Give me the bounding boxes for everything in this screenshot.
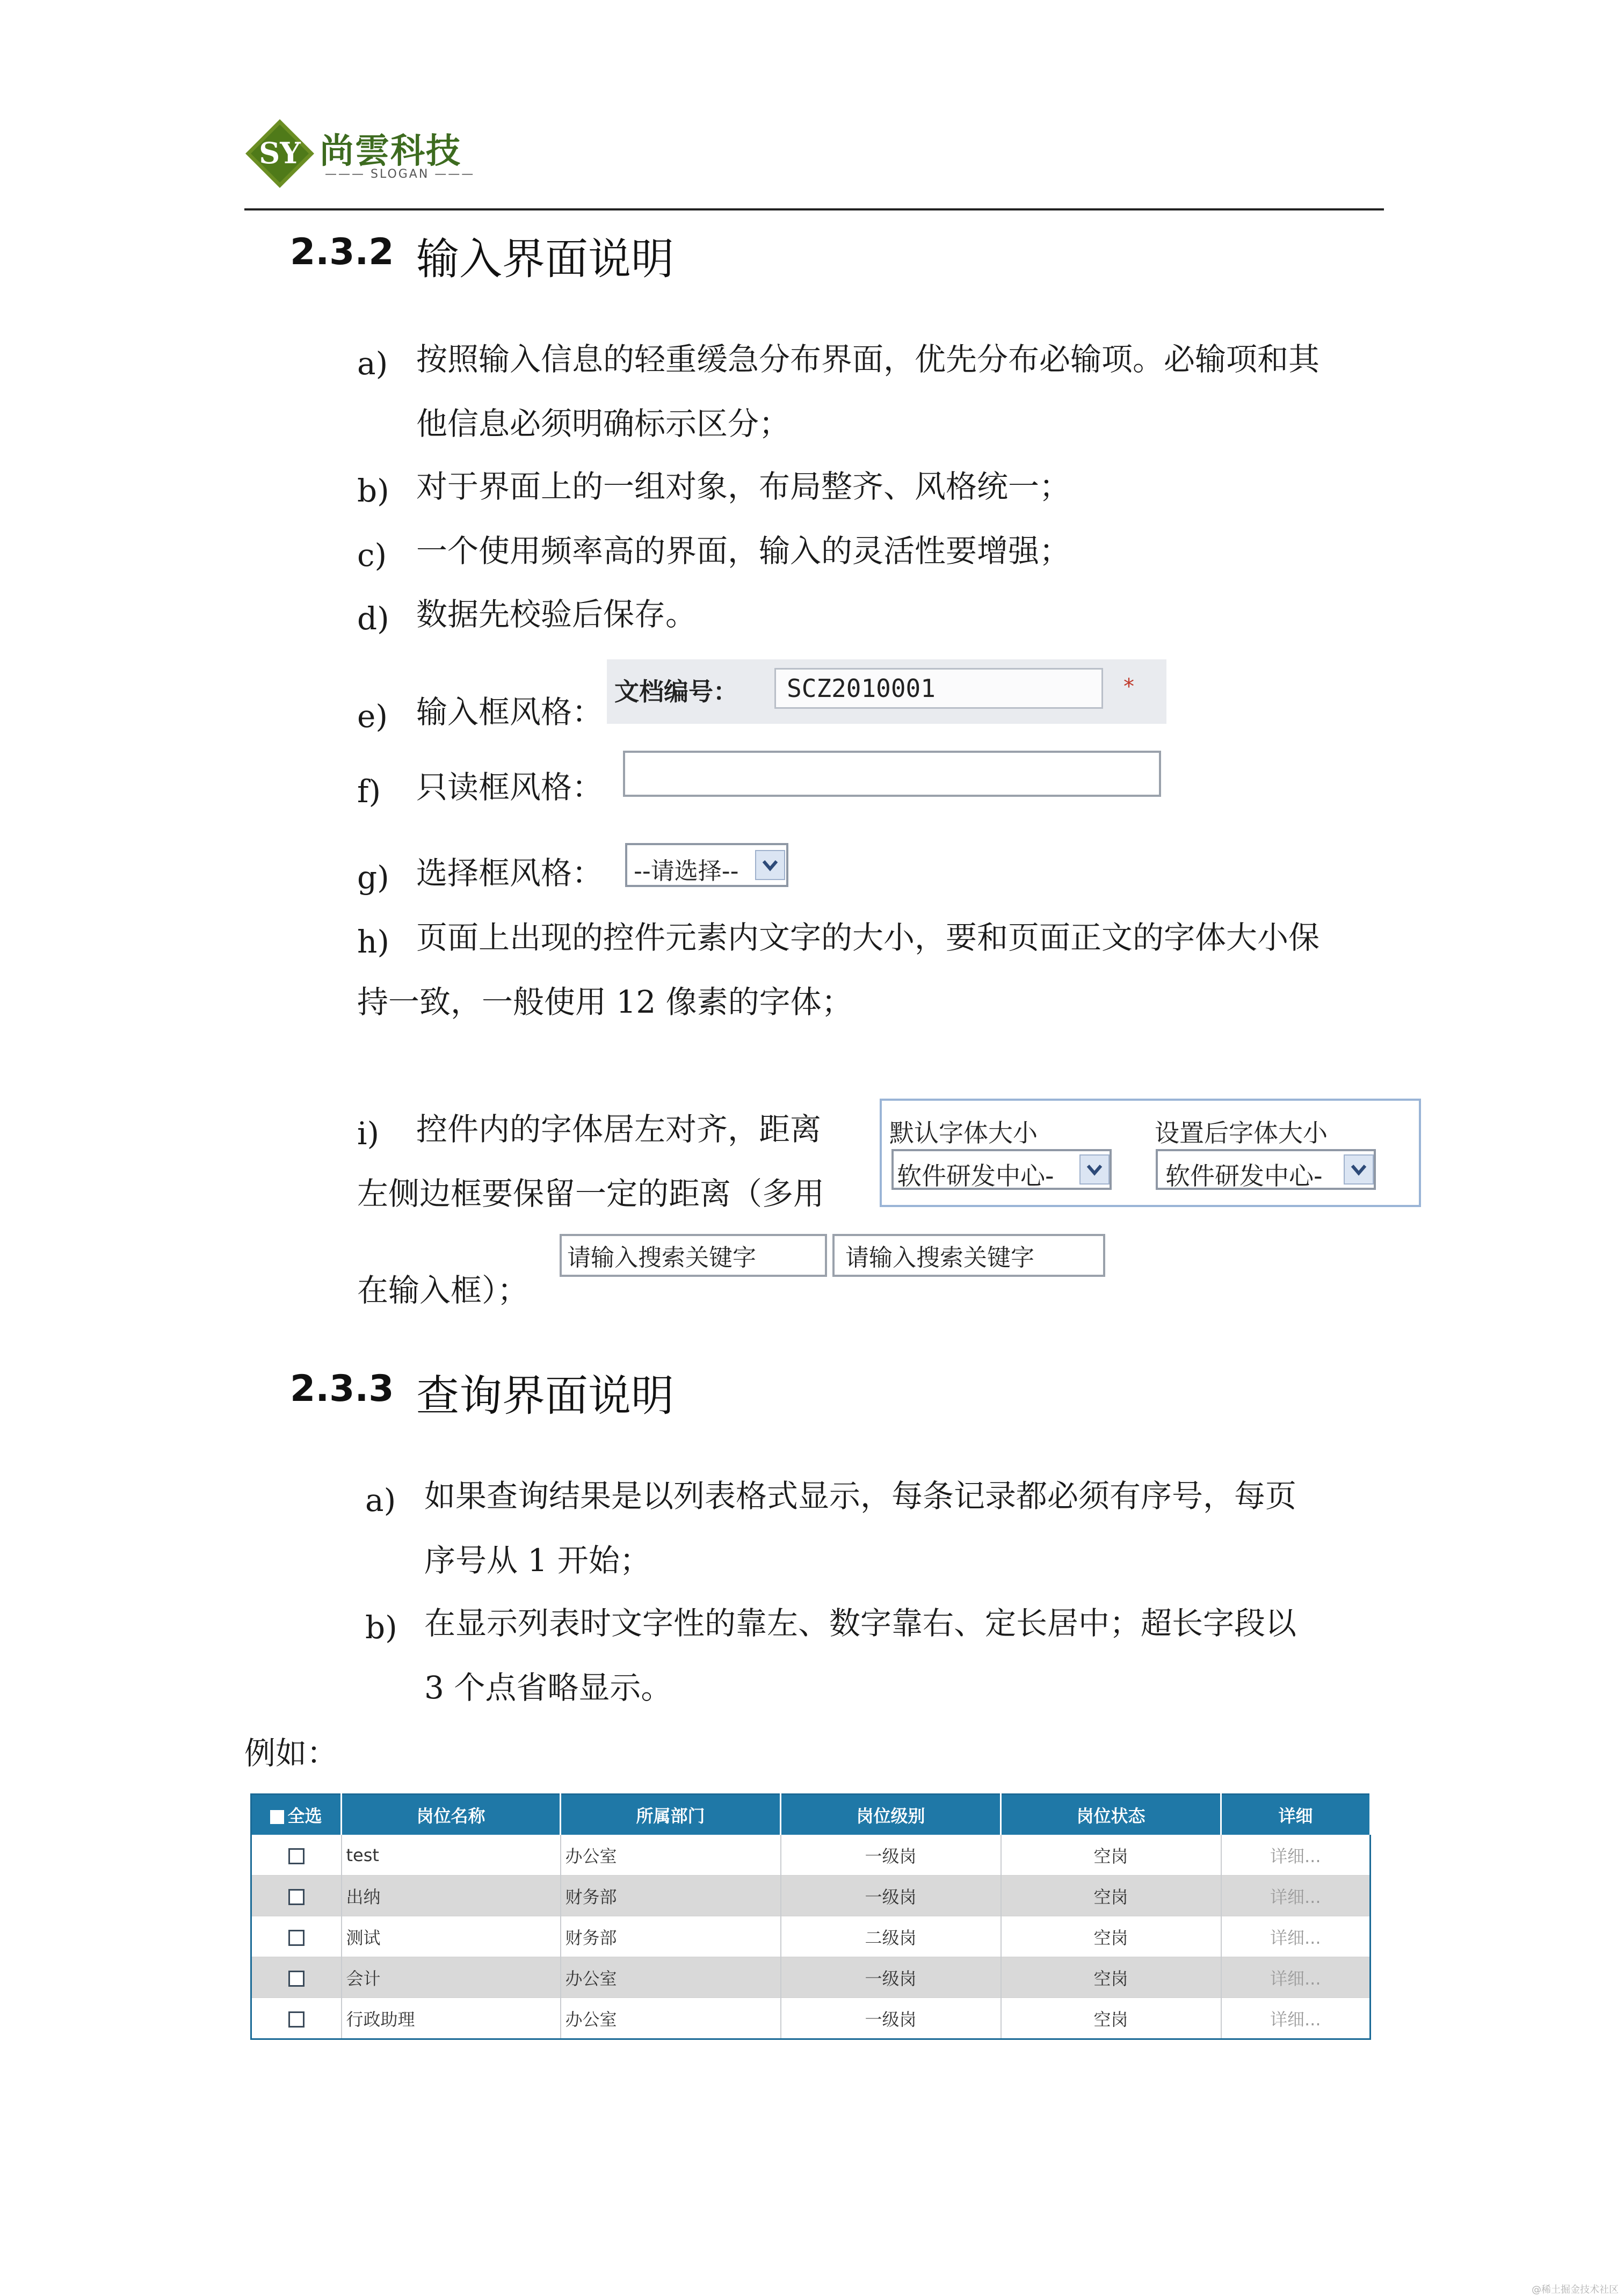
example-label: 例如：	[244, 1735, 338, 1771]
dept-select-adjusted[interactable]	[1156, 1149, 1376, 1190]
list-marker: h)	[357, 924, 389, 960]
cell-status: 空岗	[1001, 1835, 1221, 1876]
section-title: 查询界面说明	[416, 1371, 674, 1421]
font-size-comparison-panel	[880, 1099, 1421, 1207]
header-divider	[244, 208, 1384, 210]
select-dropdown[interactable]	[625, 843, 788, 887]
table-row	[251, 1998, 1371, 2039]
cell-status: 空岗	[1001, 1876, 1221, 1916]
cell-level: 二级岗	[781, 1916, 1001, 1957]
detail-link[interactable]: 详细...	[1221, 1957, 1371, 1998]
row-checkbox[interactable]	[288, 1889, 305, 1905]
detail-link[interactable]: 详细...	[1221, 1835, 1371, 1876]
row-checkbox[interactable]	[288, 1971, 305, 1987]
table-row	[251, 1835, 1371, 1876]
detail-link[interactable]: 详细...	[1221, 1916, 1371, 1957]
paragraph-text: 输入框风格：	[416, 694, 604, 730]
position-list-table	[250, 1793, 1371, 2040]
column-header[interactable]: 岗位名称	[342, 1794, 561, 1835]
paragraph-text: 序号从 1 开始；	[424, 1542, 651, 1579]
paragraph-text: 控件内的字体居左对齐，距离	[416, 1111, 822, 1147]
cell-position-name: 会计	[342, 1957, 561, 1998]
chevron-down-icon[interactable]	[1344, 1154, 1374, 1185]
list-marker: d)	[357, 600, 389, 637]
row-checkbox[interactable]	[288, 2011, 305, 2028]
company-slogan: ——— SLOGAN ———	[325, 168, 475, 181]
select-value: 软件研发中心-	[1165, 1161, 1323, 1190]
cell-department: 办公室	[561, 1835, 781, 1876]
paragraph-text: 左侧边框要保留一定的距离（多用	[357, 1175, 825, 1212]
paragraph-text: 按照输入信息的轻重缓急分布界面，优先分布必输项。必输项和其	[416, 341, 1320, 377]
detail-link[interactable]: 详细...	[1221, 1998, 1371, 2039]
table-row	[251, 1957, 1371, 1998]
table-header-row	[251, 1794, 1371, 1835]
section-number: 2.3.2	[290, 231, 394, 273]
row-checkbox[interactable]	[288, 1930, 305, 1946]
select-all-header[interactable]: 全选	[251, 1794, 342, 1835]
input-style-sample	[607, 659, 1166, 724]
list-marker: b)	[357, 473, 389, 509]
cell-department: 办公室	[561, 1998, 781, 2039]
cell-position-name: 行政助理	[342, 1998, 561, 2039]
cell-status: 空岗	[1001, 1916, 1221, 1957]
paragraph-text: 对于界面上的一组对象，布局整齐、风格统一；	[416, 468, 1071, 505]
cell-level: 一级岗	[781, 1998, 1001, 2039]
column-header[interactable]: 所属部门	[561, 1794, 781, 1835]
column-header[interactable]: 岗位级别	[781, 1794, 1001, 1835]
list-marker: c)	[357, 537, 387, 573]
cell-department: 办公室	[561, 1957, 781, 1998]
doc-number-label: 文档编号：	[614, 677, 738, 706]
readonly-field	[623, 751, 1161, 797]
paragraph-text: 一个使用频率高的界面，输入的灵活性要增强；	[416, 533, 1071, 569]
paragraph-text: 他信息必须明确标示区分；	[416, 405, 791, 442]
section-number: 2.3.3	[290, 1368, 394, 1410]
list-marker: i)	[357, 1115, 380, 1152]
dept-select-default[interactable]	[891, 1149, 1112, 1190]
column-header[interactable]: 详细	[1221, 1794, 1371, 1835]
select-value: 软件研发中心-	[897, 1161, 1054, 1190]
row-checkbox[interactable]	[288, 1848, 305, 1864]
paragraph-text: 在输入框）；	[357, 1272, 529, 1309]
chevron-down-icon[interactable]	[1079, 1154, 1110, 1185]
paragraph-text: 页面上出现的控件元素内文字的大小，要和页面正文的字体大小保	[416, 919, 1320, 956]
search-input-default[interactable]: 请输入搜索关键字	[560, 1234, 827, 1277]
company-name: 尚雲科技	[320, 131, 461, 171]
table-row	[251, 1876, 1371, 1916]
cell-status: 空岗	[1001, 1957, 1221, 1998]
cell-level: 一级岗	[781, 1835, 1001, 1876]
company-logo	[244, 118, 475, 189]
list-marker: f)	[357, 773, 381, 810]
cell-position-name: 测试	[342, 1916, 561, 1957]
section-title: 输入界面说明	[416, 234, 674, 284]
checkbox-icon[interactable]	[270, 1810, 284, 1824]
adjusted-font-caption: 设置后字体大小	[1155, 1118, 1328, 1147]
list-marker: b)	[365, 1609, 397, 1646]
cell-level: 一级岗	[781, 1876, 1001, 1916]
required-mark: *	[1123, 674, 1134, 699]
paragraph-text: 3 个点省略显示。	[424, 1669, 672, 1706]
list-marker: a)	[365, 1482, 396, 1518]
table-row	[251, 1916, 1371, 1957]
paragraph-text: 在显示列表时文字性的靠左、数字靠右、定长居中；超长字段以	[424, 1605, 1297, 1641]
list-marker: a)	[357, 345, 388, 382]
watermark: @稀土掘金技术社区	[1532, 2284, 1619, 2295]
paragraph-text: 持一致，一般使用 12 像素的字体；	[357, 984, 853, 1020]
list-marker: e)	[357, 698, 388, 735]
doc-number-input[interactable]: SCZ2010001	[774, 668, 1103, 709]
cell-department: 财务部	[561, 1876, 781, 1916]
column-header[interactable]: 岗位状态	[1001, 1794, 1221, 1835]
cell-position-name: test	[342, 1835, 561, 1876]
paragraph-text: 如果查询结果是以列表格式显示，每条记录都必须有序号，每页	[424, 1478, 1297, 1514]
cell-status: 空岗	[1001, 1998, 1221, 2039]
detail-link[interactable]: 详细...	[1221, 1876, 1371, 1916]
svg-text:SY: SY	[259, 136, 301, 170]
paragraph-text: 数据先校验后保存。	[416, 596, 697, 633]
paragraph-text: 选择框风格：	[416, 855, 604, 891]
cell-level: 一级岗	[781, 1957, 1001, 1998]
cell-department: 财务部	[561, 1916, 781, 1957]
select-placeholder: --请选择--	[634, 858, 739, 885]
logo-emblem-icon	[244, 118, 315, 189]
search-input-padded[interactable]: 请输入搜索关键字	[832, 1234, 1105, 1277]
chevron-down-icon[interactable]	[755, 850, 785, 880]
default-font-caption: 默认字体大小	[889, 1118, 1038, 1147]
cell-position-name: 出纳	[342, 1876, 561, 1916]
list-marker: g)	[357, 859, 389, 896]
paragraph-text: 只读框风格：	[416, 769, 604, 805]
